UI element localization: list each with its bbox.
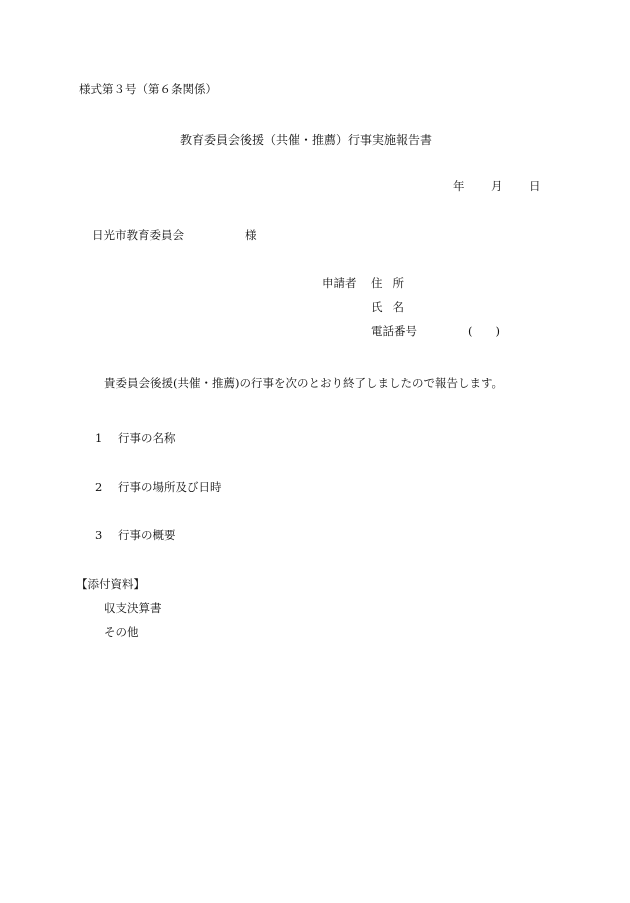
form-number: 様式第３号（第６条関係） (79, 82, 217, 96)
date-month-label: 月 (491, 179, 503, 193)
addressee-honorific: 様 (245, 228, 257, 242)
item-label-event-name: 行事の名称 (118, 431, 176, 445)
name-label: 氏名 (371, 300, 414, 314)
report-body-text: 貴委員会後援(共催・推薦)の行事を次のとおり終了しましたので報告します。 (104, 376, 504, 390)
date-year-label: 年 (453, 179, 465, 193)
addressee-name: 日光市教育委員会 (92, 228, 184, 242)
attachment-item: 収支決算書 (104, 601, 162, 615)
phone-label: 電話番号 (371, 324, 417, 338)
attachment-item: その他 (104, 625, 139, 639)
item-label-event-place-datetime: 行事の場所及び日時 (118, 480, 222, 494)
address-label: 住所 (371, 276, 414, 290)
date-day-label: 日 (529, 179, 541, 193)
item-number: 1 (95, 431, 103, 445)
document-title: 教育委員会後援（共催・推薦）行事実施報告書 (180, 133, 433, 147)
item-label-event-summary: 行事の概要 (118, 528, 176, 542)
item-number: 2 (95, 480, 103, 494)
item-number: 3 (95, 528, 103, 542)
applicant-label: 申請者 (322, 276, 357, 290)
date-line (453, 181, 541, 193)
phone-area-code-brackets: ( ) (468, 324, 500, 338)
attachments-heading: 【添付資料】 (76, 577, 145, 591)
